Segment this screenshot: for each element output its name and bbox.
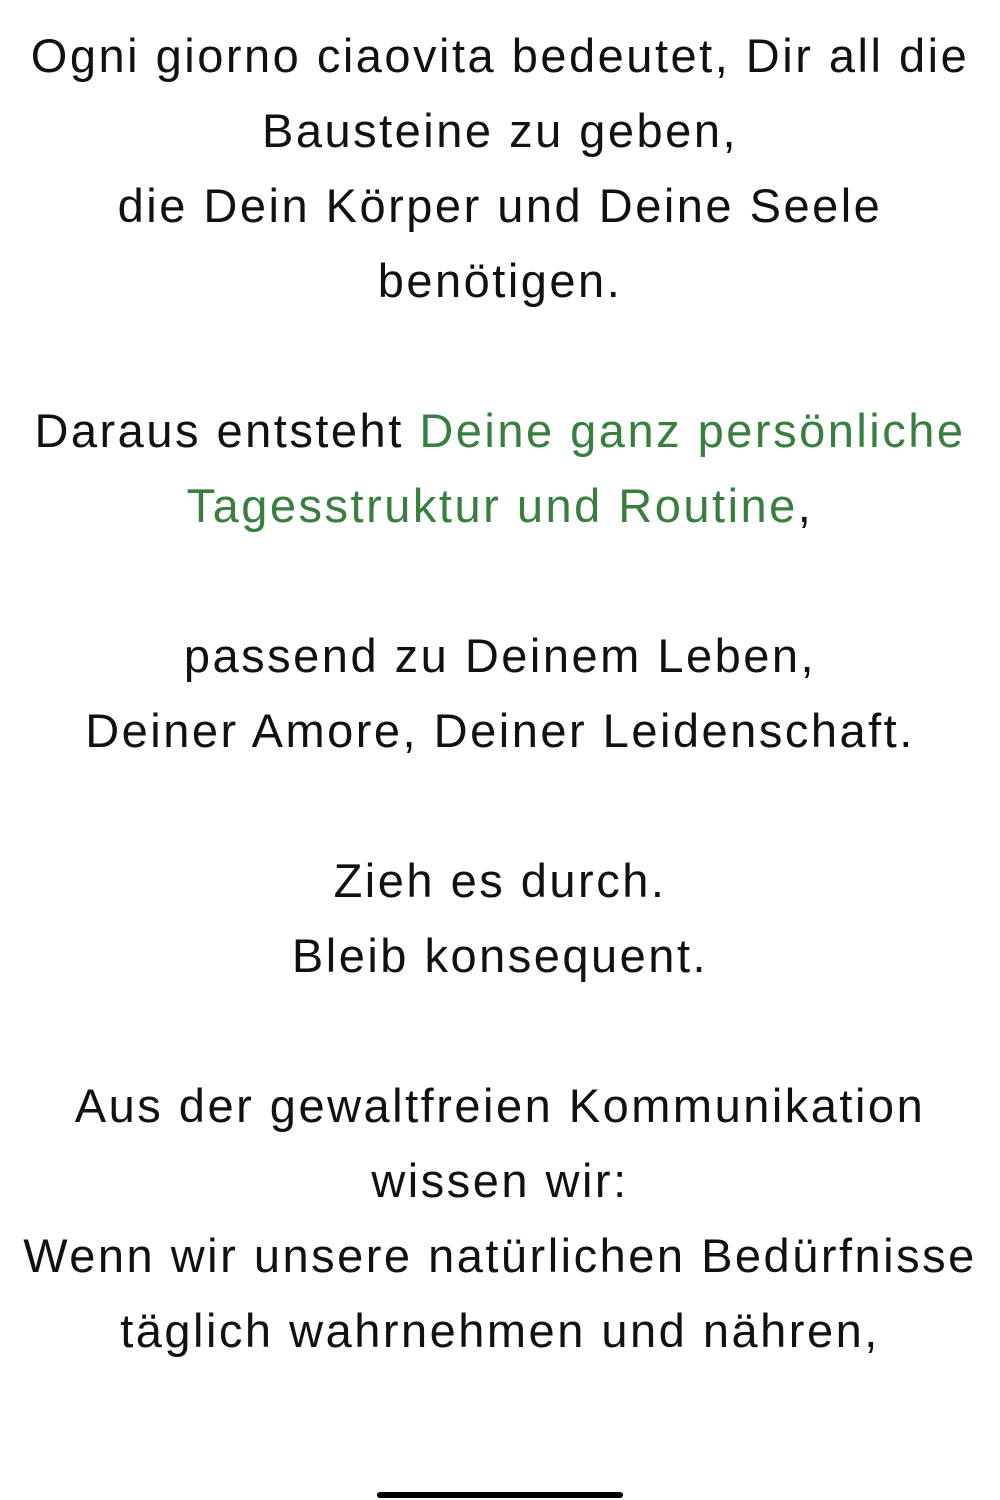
text-line — [8, 918, 992, 993]
text-segment: täglich wahrnehmen und nähren, — [120, 1304, 880, 1357]
text-line — [8, 243, 992, 318]
text-line — [8, 618, 992, 693]
blank-line — [8, 993, 992, 1068]
text-segment: Bleib konsequent. — [291, 929, 709, 982]
text-segment: Ogni giorno ciaovita bedeutet, Dir all die — [30, 29, 970, 82]
text-line — [8, 393, 992, 468]
text-segment: Deiner Amore, Deiner Leidenschaft. — [85, 704, 915, 757]
text-line — [8, 1293, 992, 1368]
accent-text-segment: Tagesstruktur und Routine — [186, 479, 798, 532]
blank-line — [8, 543, 992, 618]
text-line — [8, 1143, 992, 1218]
text-segment: die Dein Körper und Deine Seele — [117, 179, 883, 232]
text-line — [8, 93, 992, 168]
text-line — [8, 468, 992, 543]
text-segment: wissen wir: — [371, 1154, 629, 1207]
text-segment: Bausteine zu geben, — [261, 104, 739, 157]
text-segment: , — [797, 479, 814, 532]
text-segment: Zieh es durch. — [333, 854, 667, 907]
accent-text-segment: Deine ganz persönliche — [419, 404, 966, 457]
blank-line — [8, 768, 992, 843]
text-line — [8, 693, 992, 768]
blank-line — [8, 318, 992, 393]
text-segment: passend zu Deinem Leben, — [183, 629, 817, 682]
text-line — [8, 843, 992, 918]
home-indicator-bar — [377, 1492, 623, 1498]
text-line — [8, 1218, 992, 1293]
text-line — [8, 18, 992, 93]
text-segment: benötigen. — [377, 254, 623, 307]
text-line — [8, 1068, 992, 1143]
text-segment: Daraus entsteht — [34, 404, 420, 457]
text-segment: Wenn wir unsere natürlichen Bedürfnisse — [23, 1229, 977, 1282]
text-line — [8, 168, 992, 243]
text-segment: Aus der gewaltfreien Kommunikation — [74, 1079, 926, 1132]
